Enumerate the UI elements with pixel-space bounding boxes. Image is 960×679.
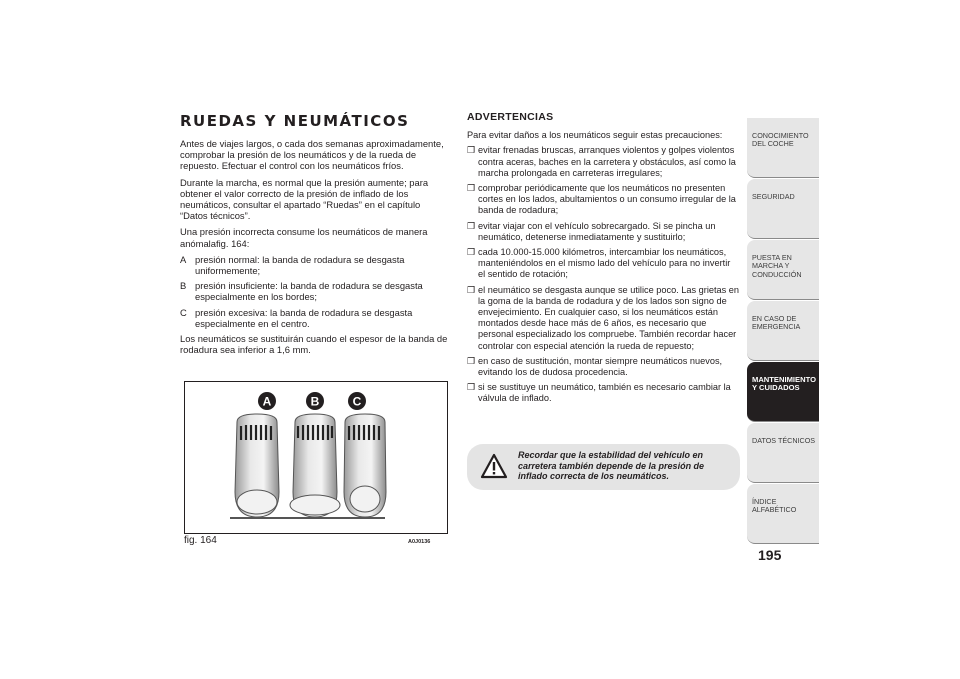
tire-b [290,414,340,517]
item-text: presión excesiva: la banda de rodadura se desgasta especialmente en el centro. [195,306,413,329]
item-text: presión normal: la banda de rodadura se desgasta uniformemente; [195,253,405,277]
tire-a [235,414,279,517]
warning-box [467,444,740,490]
list-item [180,307,450,329]
section-title: RUEDAS Y NEUMÁTICOS [180,112,410,130]
warnings-heading: ADVERTENCIAS [467,111,554,123]
figure-code: A0J0136 [408,539,431,545]
checkbox-bullet-icon: ❒ [467,382,476,393]
list-item [467,285,739,352]
item-letter: B [180,280,187,292]
tire-wear-figure [184,381,448,534]
label-b-badge [306,392,324,410]
item-text: el neumático se desgasta aunque se utilice poco. Las grietas en la goma de la banda de rodadura y de los lados son signo de envejecimiento. En cualquier caso, si los neumáticos están montados desde hace más de 6 años, es necesario que personal especializado los compruebe. También recordar hacer controlar con especial atención la rueda de repuesto; [478,284,739,351]
list-item [467,183,739,217]
item-letter: A [180,253,187,265]
item-text: evitar frenadas bruscas, arranques violentos y golpes violentos contra aceras, baches en la carretera y obstáculos, así como la marcha prolongada en carreteras irregulares; [478,145,736,178]
checkbox-bullet-icon: ❒ [467,247,476,258]
tab-indice[interactable]: ÍNDICE ALFABÉTICO [747,484,819,544]
list-item [180,280,450,302]
tab-puesta-en-marcha[interactable]: PUESTA EN MARCHA Y CONDUCCIÓN [747,240,819,300]
label-b: B [310,394,320,409]
list-item [180,254,450,276]
warning-text: Recordar que la estabilidad del vehículo en carretera también depende de la presión de inflado correcta de los neumáticos. [518,450,705,481]
checkbox-bullet-icon: ❒ [467,220,476,231]
right-column [467,112,739,409]
item-text: presión insuficiente: la banda de rodadura se desgasta especialmente en los bordes; [195,280,423,303]
tire-c [344,414,386,517]
checkbox-bullet-icon: ❒ [467,145,476,156]
label-c: C [352,394,362,409]
list-item [467,247,739,281]
item-text: evitar viajar con el vehículo sobrecargado. Si se pincha un neumático, detenerse inmediatamente y sustituirlo; [478,220,716,242]
item-text: si se sustituye un neumático, también es necesario cambiar la válvula de inflado. [478,382,731,404]
list-item [467,356,739,378]
tab-datos-tecnicos[interactable]: DATOS TÉCNICOS [747,423,819,483]
paragraph: Los neumáticos se sustituirán cuando el espesor de la banda de rodadura sea inferior a 1,6 mm. [180,333,448,356]
tab-emergencia[interactable]: EN CASO DE EMERGENCIA [747,301,819,361]
paragraph: Una presión incorrecta consume los neumáticos de manera anómalafig. 164: [180,226,428,249]
label-a: A [262,394,272,409]
label-a-badge [258,392,276,410]
label-c-badge [348,392,366,410]
paragraph: Antes de viajes largos, o cada dos semanas aproximadamente, comprobar la presión de los neumáticos y de la rueda de repuesto. Efectuar el control con los neumáticos fríos. [180,138,444,172]
list-item [467,221,739,243]
figure-caption: fig. 164 [184,535,217,546]
list-item [467,382,739,404]
page-number: 195 [758,547,782,563]
tab-mantenimiento[interactable]: MANTENIMIENTO Y CUIDADOS [747,362,819,422]
tab-seguridad[interactable]: SEGURIDAD [747,179,819,239]
paragraph: Durante la marcha, es normal que la presión aumente; para obtener el valor correcto de la presión de inflado de los neumáticos, consultar el apartado “Ruedas” en el capítulo “Datos técnicos”. [180,176,429,222]
item-text: cada 10.000-15.000 kilómetros, intercambiar los neumáticos, manteniéndolos en el mismo lado del vehículo para no invertir el sentido de rotación; [478,247,731,280]
warnings-intro: Para evitar daños a los neumáticos seguir estas precauciones: [467,130,723,141]
checkbox-bullet-icon: ❒ [467,355,476,366]
list-item [467,145,739,179]
item-text: comprobar periódicamente que los neumáticos no presenten cortes en los lados, abultamientos o un consumo irregular de la banda de rodadura; [478,183,736,216]
item-text: en caso de sustitución, montar siempre neumáticos nuevos, evitando los de dudosa procedencia. [478,355,723,378]
tire-illustration [185,382,447,533]
checkbox-bullet-icon: ❒ [467,183,476,194]
warning-icon [480,453,508,479]
checkbox-bullet-icon: ❒ [467,284,476,295]
tab-conocimiento[interactable]: CONOCIMIENTO DEL COCHE [747,118,819,178]
item-letter: C [180,306,187,318]
left-column [180,138,450,360]
